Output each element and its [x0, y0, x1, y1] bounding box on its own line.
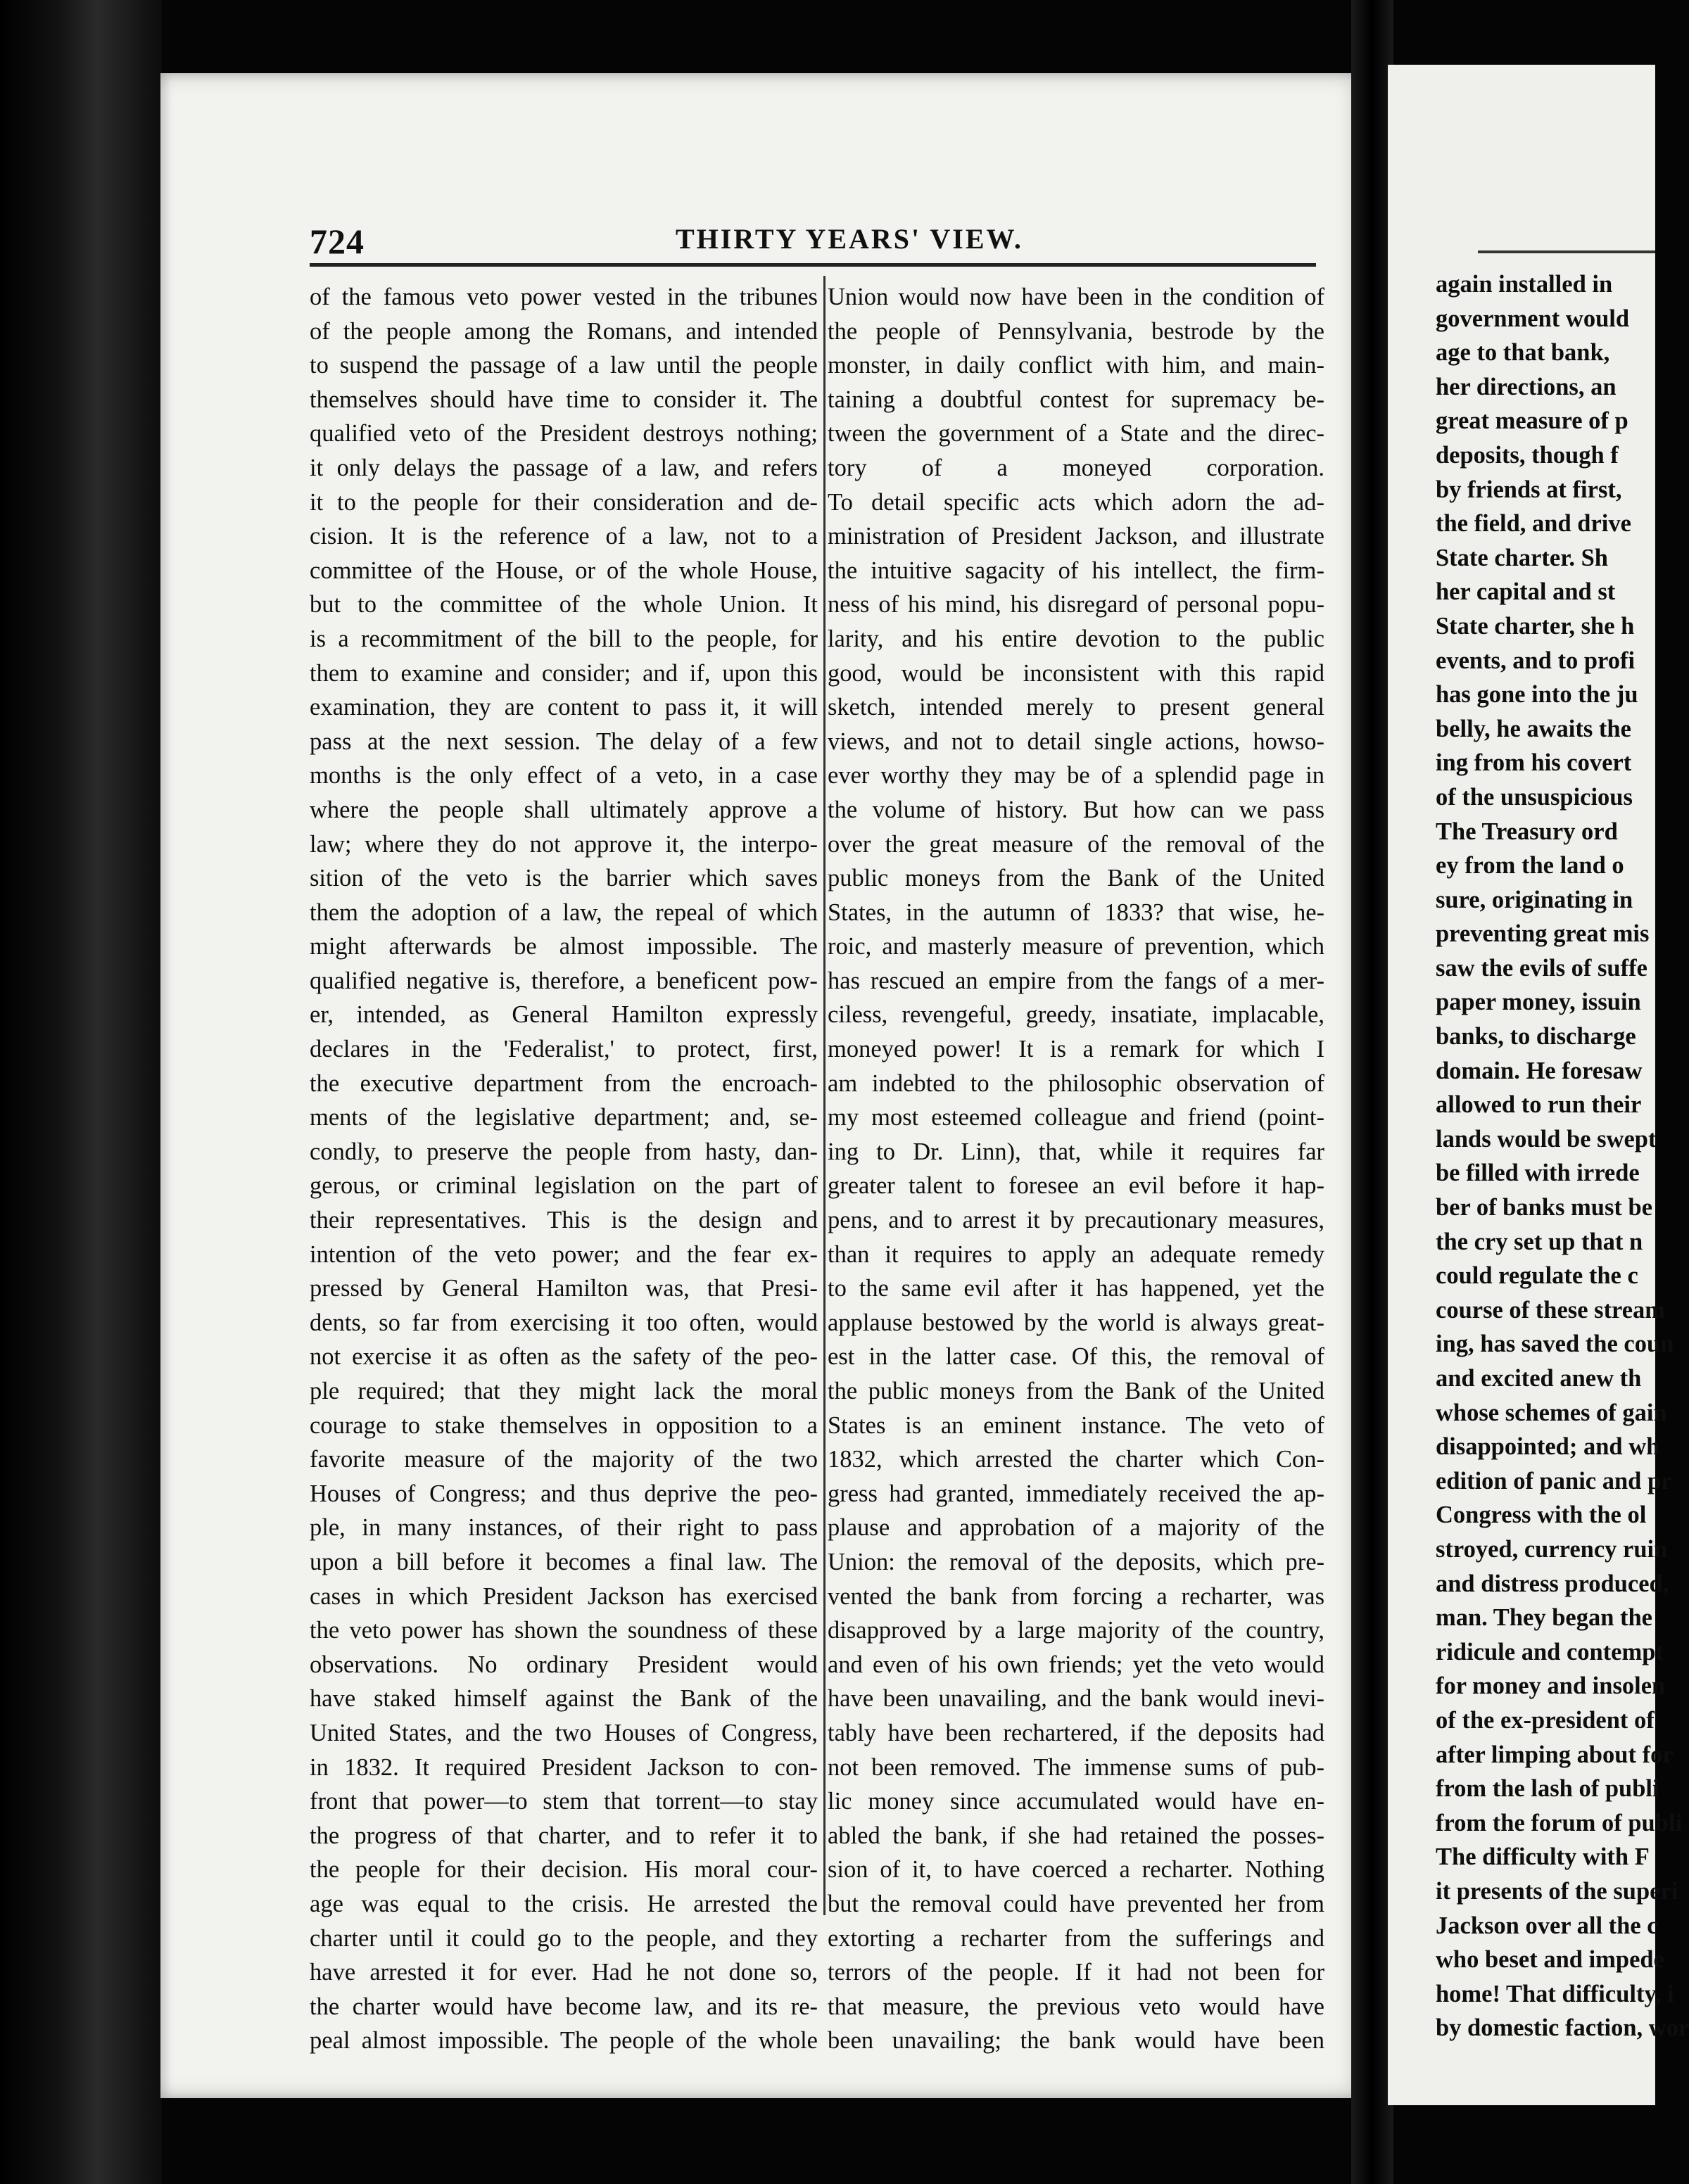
- text-line: the intuitive sagacity of his intellect, the firm-: [828, 557, 1324, 584]
- text-line: ridicule and contempt: [1436, 1638, 1664, 1665]
- text-line: after limping about for: [1436, 1741, 1674, 1768]
- text-line: ing from his covert: [1436, 749, 1632, 777]
- text-line: applause bestowed by the world is always great-: [828, 1309, 1324, 1336]
- text-line: est in the latter case. Of this, the removal of: [828, 1343, 1324, 1371]
- text-line: sion of it, to have coerced a recharter. Nothing: [828, 1856, 1324, 1884]
- text-line: pressed by General Hamilton was, that Presi-: [310, 1275, 818, 1302]
- text-line: upon a bill before it becomes a final law. The: [310, 1548, 818, 1575]
- text-line: sure, originating in: [1436, 886, 1633, 913]
- text-line: Union: the removal of the deposits, which pre-: [828, 1548, 1324, 1575]
- text-line: front that power—to stem that torrent—to stay: [310, 1788, 818, 1815]
- text-line: is a recommitment of the bill to the people, for: [310, 625, 818, 652]
- text-line: State charter, she h: [1436, 612, 1635, 640]
- text-line: course of these stream: [1436, 1296, 1666, 1323]
- page-number: 724: [310, 222, 365, 261]
- text-line: the volume of history. But how can we pass: [828, 796, 1324, 823]
- text-line: great measure of p: [1436, 407, 1628, 435]
- text-line: the executive department from the encroach-: [310, 1069, 818, 1097]
- text-line: er, intended, as General Hamilton expressly: [310, 1001, 818, 1029]
- text-line: peal almost impossible. The people of the whole: [310, 2027, 818, 2055]
- book-edge-left: [0, 0, 162, 2184]
- text-line: the field, and drive: [1436, 510, 1631, 538]
- text-line: public moneys from the Bank of the United: [828, 865, 1324, 892]
- text-line: sition of the veto is the barrier which saves: [310, 865, 818, 892]
- text-line: to the same evil after it has happened, yet the: [828, 1275, 1324, 1302]
- text-line: preventing great mis: [1436, 920, 1650, 948]
- text-line: but to the committee of the whole Union. It: [310, 591, 818, 618]
- text-line: ciless, revengeful, greedy, insatiate, implacable,: [828, 1001, 1324, 1029]
- text-line: plause and approbation of a majority of the: [828, 1514, 1324, 1542]
- column-rule: [823, 276, 825, 1915]
- text-line: not been removed. The immense sums of pub-: [828, 1753, 1324, 1781]
- text-line: have staked himself against the Bank of the: [310, 1685, 818, 1713]
- text-line: where the people shall ultimately approve a: [310, 796, 818, 823]
- text-line: States is an eminent instance. The veto of: [828, 1411, 1324, 1439]
- text-line: extorting a recharter from the sufferings and: [828, 1924, 1324, 1952]
- text-line: tween the government of a State and the direc-: [828, 420, 1324, 447]
- text-line: to suspend the passage of a law until the people: [310, 352, 818, 379]
- text-line: ey from the land o: [1436, 852, 1624, 880]
- text-line: months is the only effect of a veto, in a case: [310, 762, 818, 789]
- text-line: declares in the 'Federalist,' to protect, first,: [310, 1036, 818, 1063]
- text-line: government would: [1436, 305, 1630, 332]
- text-line: the people for their decision. His moral cour-: [310, 1856, 818, 1884]
- text-line: edition of panic and pr: [1436, 1467, 1672, 1494]
- text-line: gerous, or criminal legislation on the part of: [310, 1172, 818, 1200]
- page-title: THIRTY YEARS' VIEW.: [676, 223, 1023, 255]
- text-line: my most esteemed colleague and friend (point-: [828, 1104, 1324, 1131]
- text-line: of the people among the Romans, and intended: [310, 317, 818, 345]
- text-line: taining a doubtful contest for supremacy be-: [828, 386, 1324, 413]
- text-line: domain. He foresaw: [1436, 1057, 1643, 1084]
- text-line: the cry set up that n: [1436, 1228, 1643, 1255]
- text-line: it presents of the superi: [1436, 1877, 1678, 1905]
- text-line: Union would now have been in the condition of: [828, 284, 1324, 310]
- text-line: home! That difficulty, i: [1436, 1980, 1674, 2007]
- text-line: larity, and his entire devotion to the public: [828, 625, 1324, 652]
- text-line: of the famous veto power vested in the tribunes: [310, 284, 818, 310]
- text-line: The difficulty with F: [1436, 1843, 1650, 1871]
- text-line: cision. It is the reference of a law, not to a: [310, 523, 818, 550]
- text-line: ber of banks must be: [1436, 1194, 1653, 1221]
- text-line: pens, and to arrest it by precautionary measures,: [828, 1207, 1324, 1234]
- text-line: them to examine and consider; and if, upon this: [310, 659, 818, 687]
- text-line: lands would be swept: [1436, 1125, 1657, 1153]
- text-line: To detail specific acts which adorn the ad-: [828, 488, 1324, 516]
- text-line: by friends at first,: [1436, 476, 1622, 503]
- text-line: has rescued an empire from the fangs of a mer-: [828, 967, 1324, 994]
- text-line: age to that bank,: [1436, 339, 1610, 367]
- text-line: events, and to profi: [1436, 647, 1636, 674]
- text-line: intention of the veto power; and the fear ex-: [310, 1240, 818, 1268]
- text-line: good, would be inconsistent with this rapid: [828, 659, 1324, 687]
- text-line: could regulate the c: [1436, 1262, 1638, 1290]
- text-line: condly, to preserve the people from hasty, dan-: [310, 1138, 818, 1165]
- text-line: roic, and masterly measure of prevention, which: [828, 933, 1324, 960]
- text-line: have been unavailing, and the bank would inevi-: [828, 1685, 1324, 1713]
- text-line: States, in the autumn of 1833? that wise, he-: [828, 899, 1324, 926]
- text-line: pass at the next session. The delay of a few: [310, 728, 818, 755]
- text-line: but the removal could have prevented her from: [828, 1890, 1324, 1917]
- text-line: 1832, which arrested the charter which Con-: [828, 1446, 1324, 1473]
- text-line: and excited anew th: [1436, 1365, 1642, 1392]
- text-line: tably have been rechartered, if the deposits had: [828, 1719, 1324, 1746]
- text-line: law; where they do not approve it, the interpo-: [310, 830, 818, 858]
- text-line: deposits, though f: [1436, 441, 1619, 469]
- text-line: been unavailing; the bank would have been: [828, 2027, 1324, 2055]
- text-line: disapproved by a large majority of the country,: [828, 1617, 1324, 1644]
- text-line: by domestic faction, wor: [1436, 2014, 1689, 2042]
- text-line: ple, in many instances, of their right to pass: [310, 1514, 818, 1542]
- text-line: age was equal to the crisis. He arrested the: [310, 1890, 818, 1917]
- text-line: cases in which President Jackson has exercised: [310, 1582, 818, 1610]
- text-line: monster, in daily conflict with him, and main-: [828, 352, 1324, 379]
- text-line: not exercise it as often as the safety of the peo-: [310, 1343, 818, 1371]
- text-line: her directions, an: [1436, 373, 1617, 400]
- right-page-text-column: [1436, 267, 1689, 2045]
- text-line: qualified veto of the President destroys nothing;: [310, 420, 818, 447]
- text-line: that measure, the previous veto would have: [828, 1993, 1324, 2020]
- text-line: am indebted to the philosophic observation of: [828, 1069, 1324, 1097]
- text-line: in 1832. It required President Jackson to con-: [310, 1753, 818, 1781]
- text-line: belly, he awaits the: [1436, 715, 1631, 742]
- text-line: ing, has saved the coun: [1436, 1331, 1674, 1358]
- text-line: the charter would have become law, and its re-: [310, 1993, 818, 2020]
- text-line: Congress with the ol: [1436, 1502, 1647, 1529]
- text-line: has gone into the ju: [1436, 681, 1638, 709]
- header-rule: [310, 263, 1316, 267]
- text-line: United States, and the two Houses of Congress,: [310, 1719, 818, 1746]
- left-text-column: [310, 280, 818, 2058]
- text-line: be filled with irrede: [1436, 1160, 1640, 1187]
- text-line: Houses of Congress; and thus deprive the peo-: [310, 1480, 818, 1507]
- text-line: dents, so far from exercising it too often, would: [310, 1309, 818, 1336]
- text-line: Jackson over all the c: [1436, 1912, 1658, 1939]
- text-line: of the unsuspicious: [1436, 783, 1633, 811]
- text-line: saw the evils of suffe: [1436, 954, 1647, 982]
- text-line: their representatives. This is the design and: [310, 1207, 818, 1234]
- text-line: and even of his own friends; yet the veto would: [828, 1651, 1324, 1678]
- text-line: ever worthy they may be of a splendid page in: [828, 762, 1324, 789]
- middle-text-column: [828, 280, 1324, 2058]
- text-line: qualified negative is, therefore, a beneficent pow-: [310, 967, 818, 994]
- text-line: paper money, issuin: [1436, 989, 1641, 1016]
- text-line: committee of the House, or of the whole House,: [310, 557, 818, 584]
- text-line: the veto power has shown the soundness of these: [310, 1617, 818, 1644]
- text-line: favorite measure of the majority of the two: [310, 1446, 818, 1473]
- running-head: [310, 149, 1323, 276]
- text-line: terrors of the people. If it had not been for: [828, 1959, 1324, 1986]
- book-gutter: [1351, 0, 1393, 2184]
- text-line: abled the bank, if she had retained the posses-: [828, 1822, 1324, 1849]
- text-line: banks, to discharge: [1436, 1023, 1636, 1050]
- text-line: man. They began the: [1436, 1604, 1652, 1632]
- text-line: them the adoption of a law, the repeal of which: [310, 899, 818, 926]
- text-line: tory of a moneyed corporation.: [828, 454, 1324, 481]
- text-line: disappointed; and wh: [1436, 1433, 1660, 1461]
- text-line: sketch, intended merely to present general: [828, 694, 1324, 721]
- text-line: from the lash of publi: [1436, 1775, 1659, 1803]
- text-line: observations. No ordinary President would: [310, 1651, 818, 1678]
- text-line: examination, they are content to pass it, it will: [310, 694, 818, 721]
- text-line: charter until it could go to the people, and they: [310, 1924, 818, 1952]
- text-line: views, and not to detail single actions, howso-: [828, 728, 1324, 755]
- text-line: it to the people for their consideration and de-: [310, 488, 818, 516]
- text-line: of the ex-president of: [1436, 1706, 1655, 1734]
- text-line: moneyed power! It is a remark for which I: [828, 1036, 1324, 1063]
- text-line: from the forum of publi: [1436, 1809, 1683, 1836]
- right-page-header-rule: [1478, 250, 1655, 253]
- text-line: and distress produced,: [1436, 1570, 1669, 1597]
- text-line: have arrested it for ever. Had he not done so,: [310, 1959, 818, 1986]
- text-line: stroyed, currency ruin: [1436, 1535, 1668, 1563]
- text-line: ing to Dr. Linn), that, while it requires far: [828, 1138, 1324, 1165]
- text-line: ple required; that they might lack the moral: [310, 1378, 818, 1404]
- text-line: lic money since accumulated would have en-: [828, 1788, 1324, 1815]
- text-line: ness of his mind, his disregard of personal popu-: [828, 591, 1324, 618]
- text-line: for money and insolen: [1436, 1672, 1666, 1700]
- text-line: who beset and impede: [1436, 1946, 1664, 1974]
- text-line: State charter. Sh: [1436, 544, 1608, 571]
- text-line: allowed to run their: [1436, 1091, 1642, 1119]
- text-line: her capital and st: [1436, 578, 1616, 606]
- text-line: might afterwards be almost impossible. The: [310, 933, 818, 960]
- text-line: courage to stake themselves in opposition to a: [310, 1411, 818, 1439]
- text-line: again installed in: [1436, 271, 1613, 298]
- text-line: ministration of President Jackson, and illustrate: [828, 523, 1324, 550]
- text-line: The Treasury ord: [1436, 818, 1618, 845]
- text-line: vented the bank from forcing a recharter, was: [828, 1582, 1324, 1610]
- text-line: gress had granted, immediately received the ap-: [828, 1480, 1324, 1507]
- text-line: it only delays the passage of a law, and refers: [310, 454, 818, 481]
- text-line: ments of the legislative department; and, se-: [310, 1104, 818, 1131]
- text-line: the progress of that charter, and to refer it to: [310, 1822, 818, 1849]
- text-line: the public moneys from the Bank of the United: [828, 1378, 1324, 1404]
- text-line: themselves should have time to consider it. The: [310, 386, 818, 413]
- text-line: than it requires to apply an adequate remedy: [828, 1240, 1324, 1268]
- text-line: greater talent to foresee an evil before it hap-: [828, 1172, 1324, 1200]
- text-line: the people of Pennsylvania, bestrode by the: [828, 317, 1324, 345]
- text-line: whose schemes of gain: [1436, 1399, 1667, 1426]
- text-line: over the great measure of the removal of the: [828, 830, 1324, 858]
